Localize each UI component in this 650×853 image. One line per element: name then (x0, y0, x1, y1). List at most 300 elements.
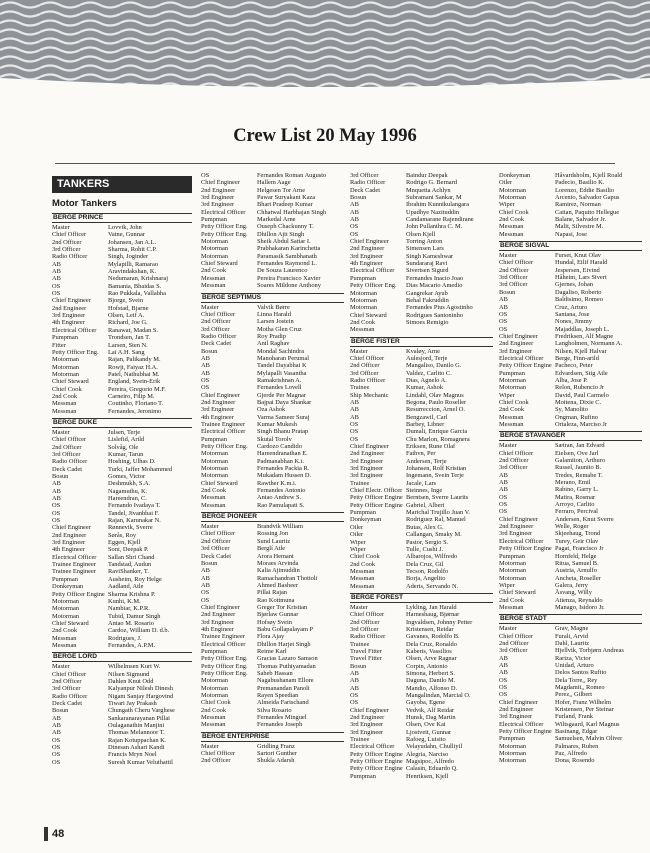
crew-row (52, 715, 192, 722)
crew-row (52, 729, 192, 736)
crew-name: Bajpai Daya Shankar (257, 398, 312, 406)
crew-row (52, 583, 192, 590)
crew-name: Caitan, Paquito Hellegue (555, 208, 620, 216)
crew-name: Fernando Ivadaya T. (108, 502, 161, 510)
crew-rank: Petty Officer Engine (350, 750, 403, 758)
crew-name: Ongman, Rufino (555, 413, 598, 421)
crew-name: Fernandes Roman Augusto (257, 172, 327, 179)
crew-rank: Motorman (52, 605, 79, 613)
crew-row (201, 304, 344, 311)
crew-row (350, 670, 493, 677)
crew-row (499, 750, 642, 757)
crew-row (201, 575, 344, 582)
crew-rank: Master (52, 224, 70, 231)
crew-row (499, 677, 642, 684)
crew-name: Berge, Finn-arild (555, 354, 599, 362)
crew-rank: Petty Officer Engine (350, 494, 403, 502)
crew-rank: Bosun (350, 194, 367, 202)
crew-row (350, 546, 493, 553)
crew-row (52, 737, 192, 744)
crew-row (499, 662, 642, 669)
crew-row (350, 480, 493, 487)
crew-rank: Motorman (201, 252, 228, 260)
crew-name: Alegria, Narciso (406, 750, 449, 758)
crew-rank: Travel Fitter (350, 647, 382, 655)
crew-row (52, 722, 192, 729)
crew-name: Eggen, Kjell (108, 539, 141, 547)
crew-row (350, 458, 493, 465)
crew-name: Cardozo Candido (257, 443, 302, 451)
crew-rank: Electrical Officer (201, 208, 246, 216)
crew-name: Ranawat, Madan S. (108, 326, 159, 334)
crew-name: Mangaliso, Danilo G. (406, 362, 462, 370)
crew-row (52, 707, 192, 714)
crew-row (52, 685, 192, 692)
crew-name: Hofer, Franz Wilhelm (555, 698, 611, 706)
crew-row (201, 406, 344, 413)
crew-name: Dias Macario Amedio (406, 282, 463, 290)
crew-row (201, 633, 344, 640)
crew-rank: Master (499, 625, 517, 633)
crew-rank: AB (201, 354, 210, 362)
crew-row (201, 377, 344, 384)
crew-rank: Master (350, 603, 368, 611)
crew-name: Tandel Dayabhai K (257, 362, 307, 370)
crew-row (499, 640, 642, 647)
crew-row (499, 333, 642, 340)
crew-rank: Chief Steward (201, 260, 238, 268)
crew-rank: 2nd Officer (201, 318, 231, 326)
crew-name: Sallan Shri Chand (108, 553, 155, 561)
crew-name: Arcenio, Salvador Gapus (555, 194, 620, 202)
crew-name: Galamiton, Arthuro (555, 457, 606, 465)
crew-rank: Pumpman (350, 772, 376, 780)
crew-name: John Pullanthra C. M. (406, 223, 463, 231)
crew-name: Silva Rosario (257, 706, 292, 714)
crew-row (499, 370, 642, 377)
crew-row (499, 414, 642, 421)
ship-heading: BERGE FISTER (350, 337, 493, 347)
crew-name: Shukla Adarsh (257, 757, 295, 765)
crew-name: Torring Anton (406, 238, 443, 246)
crew-row (52, 502, 192, 509)
crew-name: Mylapalli Vasantha (257, 369, 307, 377)
crew-name: Rodrigues, J. (108, 634, 142, 642)
crew-rank: Trainee Engineer (52, 561, 96, 569)
crew-name: Brandvik William (257, 523, 303, 531)
crew-name: Sheik Abdul Sattar I. (257, 238, 311, 246)
crew-rank: OS (201, 384, 210, 392)
crew-row (350, 179, 493, 186)
crew-row (52, 319, 192, 326)
crew-row (201, 626, 344, 633)
crew-row (201, 582, 344, 589)
crew-rank: Motorman (52, 612, 79, 620)
crew-row (52, 283, 192, 290)
crew-row (201, 641, 344, 648)
ship-heading: BERGE STADT (499, 614, 642, 624)
crew-row (52, 364, 192, 371)
crew-name: Turki, Jaffer Mohammed (108, 465, 173, 473)
crew-name: Perez,, Gilbert (555, 691, 593, 699)
crew-name: Aderis, Servando N. (406, 582, 459, 590)
crew-row (201, 663, 344, 670)
crew-name: Eriksen, Rune Olaf (406, 443, 456, 451)
crew-row (201, 670, 344, 677)
crew-name: Rossing Jon (257, 530, 289, 538)
crew-row (52, 408, 192, 415)
crew-name: Helgesen Tor Arne (257, 186, 306, 194)
crew-rank: Chief Cook (201, 699, 231, 707)
crew-rank: Messman (499, 421, 524, 428)
crew-rank: Radio Officer (52, 253, 88, 261)
crew-name: Cruz, Arturo (555, 303, 588, 311)
crew-row (350, 428, 493, 435)
crew-row (350, 290, 493, 297)
crew-row (499, 582, 642, 589)
crew-rank: OS (201, 589, 210, 597)
crew-row (499, 326, 642, 333)
crew-rank: 3rd Officer (499, 647, 528, 655)
crew-rank: OS (499, 691, 508, 699)
crew-row (201, 523, 344, 530)
crew-rank: AB (52, 260, 61, 268)
crew-name: Daguna, Danilo M. (406, 677, 456, 685)
crew-rank: Messman (201, 501, 226, 509)
crew-name: Rao Pamulapati S. (257, 501, 305, 509)
crew-rank: 2nd Engineer (201, 611, 236, 619)
crew-row (350, 677, 493, 684)
crew-name: Oulaganathin Manjini (108, 722, 165, 729)
crew-rank: Chief Electr. Officer (350, 487, 403, 495)
crew-name: Turey, Geir Olav (555, 537, 599, 545)
crew-name: Ljostveit, Gunnar (406, 728, 452, 736)
crew-name: Hundal, Eilif Harald (555, 259, 608, 267)
crew-row (52, 576, 192, 583)
crew-row (350, 370, 493, 377)
crew-row (52, 635, 192, 642)
crew-row (201, 282, 344, 289)
crew-row (201, 179, 344, 186)
crew-name: Harneshaug, Bjørnar (406, 611, 460, 619)
crew-rank: Master (201, 742, 219, 750)
crew-rank: 3rd Engineer (350, 721, 384, 729)
ship-heading: BERGE SIGVAL (499, 241, 642, 251)
crew-name: Candamarane Rajendirane (406, 216, 474, 224)
crew-rank: OS (499, 310, 508, 318)
crew-row (350, 575, 493, 582)
crew-name: Galera, Jerry (555, 581, 588, 589)
crew-rank: Bosun (52, 707, 69, 715)
crew-rank: Motorman (201, 457, 228, 465)
crew-rank: Electrical Officer (52, 326, 97, 334)
crew-rank: AB (499, 486, 508, 494)
crew-rank: 3rd Officer (499, 281, 528, 289)
crew-rank: Petty Officer Engine (52, 590, 105, 598)
crew-row (201, 326, 344, 333)
crew-rank: Master (499, 252, 517, 260)
crew-row (350, 231, 493, 238)
crew-row (201, 655, 344, 662)
crew-name: Larsen, Sten N. (108, 341, 148, 349)
crew-row (350, 604, 493, 611)
crew-rank: 2nd Officer (499, 639, 529, 647)
crew-row (350, 399, 493, 406)
crew-rank: Trainee (350, 736, 370, 744)
crew-rank: Petty Officer Engine (499, 728, 552, 736)
crew-rank: Pumpman (201, 647, 227, 655)
crew-row (499, 538, 642, 545)
crew-rank: Deck Cadet (350, 186, 380, 194)
page-title: Crew List 20 May 1996 (233, 126, 417, 146)
crew-name: Rabino, Garry L. (555, 486, 599, 494)
crew-rank: Wiper (499, 581, 515, 589)
crew-rank: Pumpman (499, 735, 525, 743)
crew-rank: AB (52, 487, 61, 495)
crew-rank: 2nd Officer (52, 238, 82, 246)
wave-banner (0, 0, 650, 92)
crew-row (499, 274, 642, 281)
crew-name: Tulle, Cushi J. (406, 545, 444, 553)
crew-row (350, 223, 493, 230)
crew-name: Francis Mryn Noel (108, 751, 157, 759)
crew-name: Rønnevik, Sverre (108, 524, 153, 532)
crew-rank: AB (52, 714, 61, 722)
crew-row (201, 692, 344, 699)
crew-row (499, 399, 642, 406)
crew-name: Kristensen, Reidar (406, 625, 454, 633)
crew-rank: 3rd Officer (201, 325, 230, 333)
crew-rank: 2nd Officer (350, 618, 380, 626)
crew-row (499, 655, 642, 662)
crew-name: Napasi, Jose (555, 230, 587, 238)
crew-name: Bamania, Bhaidas S. (108, 282, 162, 290)
crew-name: Furland, Frank (555, 713, 593, 721)
crew-row (350, 619, 493, 626)
crew-name: Wiltsgaard, Karl Magnus (555, 720, 620, 728)
crew-row (499, 187, 642, 194)
crew-name: Skjeehaug, Trond (555, 530, 601, 538)
column-3 (350, 172, 493, 780)
crew-row (201, 677, 344, 684)
crew-row (52, 678, 192, 685)
crew-rank: AB (350, 201, 359, 209)
crew-row (499, 479, 642, 486)
crew-name: Antao M. Rosario (108, 619, 154, 627)
crew-name: Chu Marlon, Romagnera (406, 435, 470, 443)
crew-rank: Messman (201, 494, 226, 502)
crew-row (52, 466, 192, 473)
crew-name: Ausheim, Roy Helge (108, 575, 162, 583)
crew-row (201, 545, 344, 552)
crew-name: Ouseph Chackunny T. (257, 223, 314, 231)
crew-rank: 3rd Engineer (499, 347, 533, 355)
crew-name: Prabhakaran Karinchetta (257, 245, 321, 253)
crew-rank: Petty Officer Eng. (201, 662, 248, 670)
crew-rank: Radio Officer (52, 692, 88, 700)
crew-rank: Pumpman (201, 216, 227, 224)
crew-row (499, 728, 642, 735)
crew-rank: AB (201, 369, 210, 377)
crew-name: Gracias Lazaro Samson (257, 655, 318, 663)
crew-row (350, 312, 493, 319)
crew-row (52, 349, 192, 356)
crew-row (201, 714, 344, 721)
crew-row (499, 209, 642, 216)
crew-row (499, 457, 642, 464)
crew-name: Rodrigo G. Bernard (406, 179, 457, 187)
crew-row (350, 245, 493, 252)
crew-name: Valvik Børre (257, 303, 290, 311)
crew-row (499, 743, 642, 750)
crew-row (201, 604, 344, 611)
crew-name: Tredes, Remabe T. (555, 471, 603, 479)
crew-rank: OS (499, 325, 508, 333)
crew-row (52, 327, 192, 334)
crew-name: Rajan Kotuppachan K. (108, 736, 167, 744)
crew-row (201, 340, 344, 347)
crew-rank: Petty Officer Eng. (201, 655, 248, 663)
crew-rank: Motorman (201, 677, 228, 685)
crew-name: Lovvik, John (108, 224, 142, 231)
crew-name: Chungath Cheru Varghese (108, 707, 175, 715)
crew-row (52, 429, 192, 436)
crew-name: Anil Raghav (257, 340, 290, 348)
crew-name: Gayoba, Egene (406, 699, 446, 707)
crew-row (499, 597, 642, 604)
crew-rank: Messman (52, 407, 77, 415)
crew-row (201, 428, 344, 435)
crew-rank: Master (52, 428, 70, 436)
crew-row (350, 450, 493, 457)
crew-rank: OS (499, 501, 508, 509)
crew-rank: Donkeyman (499, 172, 531, 179)
crew-name: Nambiar, K.P.R. (108, 605, 150, 613)
crew-name: Gangrekar Ayub (406, 289, 448, 297)
crew-rank: Motorman (499, 567, 526, 575)
crew-name: Behal Fakruddin (406, 296, 449, 304)
crew-name: Olsen, Arve Ragnar (406, 655, 457, 663)
crew-rank: 3rd Engineer (52, 312, 86, 320)
crew-row (350, 531, 493, 538)
crew-rank: Chief Steward (499, 589, 536, 597)
crew-row (52, 642, 192, 649)
crew-rank: 2nd Cook (499, 596, 525, 604)
crew-rank: Motorman (499, 376, 526, 384)
crew-row (350, 487, 493, 494)
crew-row (350, 238, 493, 245)
crew-rank: OS (52, 290, 61, 298)
crew-name: Ferraro, Percival (555, 508, 598, 516)
crew-name: Kumar, Tarun (108, 450, 144, 458)
crew-rank: Motorman (350, 304, 377, 312)
crew-row (201, 750, 344, 757)
crew-name: Fernandes Joseph (257, 721, 303, 729)
crew-rank: Wiper (499, 201, 515, 209)
crew-rank: OS (350, 428, 359, 436)
crew-row (201, 384, 344, 391)
crew-name: Dona, Rosendo (555, 757, 595, 765)
crew-row (350, 721, 493, 728)
crew-name: Upadhye Nazituddin (406, 208, 460, 216)
crew-rank: AB (350, 684, 359, 692)
crew-name: Berglí Atle (257, 545, 286, 553)
crew-rank: Bosun (52, 473, 69, 480)
crew-rank: Pumpman (499, 552, 525, 560)
crew-row (499, 281, 642, 288)
ship-heading: BERGE SEPTIMUS (201, 293, 344, 303)
crew-row (499, 267, 642, 274)
crew-rank: Bosun (201, 347, 218, 355)
crew-row (499, 735, 642, 742)
crew-name: Samuelsen, Malvin Oliver (555, 735, 623, 743)
crew-rank: 3rd Engineer (201, 618, 235, 626)
crew-row (499, 216, 642, 223)
crew-row (52, 554, 192, 561)
crew-name: Markedal Arne (257, 216, 296, 224)
crew-name: Barbey, Libner (406, 421, 445, 428)
crew-rank: 3rd Engineer (201, 194, 235, 202)
crew-row (201, 458, 344, 465)
crew-row (52, 458, 192, 465)
crew-row (201, 399, 344, 406)
crew-name: Fredriksen, Alf Magne (555, 332, 614, 340)
crew-rank: Motorman (201, 692, 228, 700)
crew-row (52, 663, 192, 670)
crew-name: Dias, Agnelo A. (406, 376, 447, 384)
crew-row (499, 340, 642, 347)
crew-row (52, 620, 192, 627)
crew-rank: Motorman (499, 559, 526, 567)
crew-rank: Chief Officer (499, 632, 534, 640)
crew-rank: AB (201, 574, 210, 582)
crew-row (350, 626, 493, 633)
crew-name: Olsen, Leif A. (108, 312, 145, 320)
crew-name: Mnquetta Achlyn (406, 186, 451, 194)
crew-row (499, 304, 642, 311)
crew-row (499, 296, 642, 303)
crew-name: Edvardsen, Stig Atle (555, 369, 608, 377)
crew-name: Sætran, Jan Edvard (555, 442, 605, 450)
crew-row (499, 530, 642, 537)
crew-name: Jacale, Lars (406, 479, 437, 487)
crew-rank: OS (499, 684, 508, 691)
crew-rank: 3rd Officer (201, 545, 230, 553)
crew-row (201, 267, 344, 274)
crew-name: Hunsk, Dag Martin (406, 714, 456, 722)
crew-name: Deshmukh, S.A. (108, 480, 151, 488)
crew-row (499, 508, 642, 515)
crew-rank: AB (499, 296, 508, 304)
crew-row (52, 371, 192, 378)
crew-row (499, 625, 642, 632)
crew-rank: Messman (499, 223, 524, 231)
crew-rank: Petty Officer Eng. (350, 282, 397, 290)
crew-row (499, 706, 642, 713)
crew-rank: OS (350, 435, 359, 443)
crew-row (350, 267, 493, 274)
crew-rank: Radio Officer (350, 376, 386, 384)
crew-name: Berntsen, Sverre Laurits (406, 494, 469, 502)
crew-name: Manago, Isidoro Jr. (555, 603, 605, 611)
crew-rank: Petty Officer Engine (499, 545, 552, 553)
crew-name: Thomas Melannoor T. (108, 729, 165, 737)
crew-name: Rodrigues Santoninho (406, 311, 463, 319)
crew-rank: Petty Officer Eng. (201, 670, 248, 677)
crew-name: Austria, Arnulfo (555, 567, 597, 575)
ship-heading: BERGE PIONEER (201, 512, 344, 522)
crew-name: Fernandes Inacio Joao (406, 274, 464, 282)
